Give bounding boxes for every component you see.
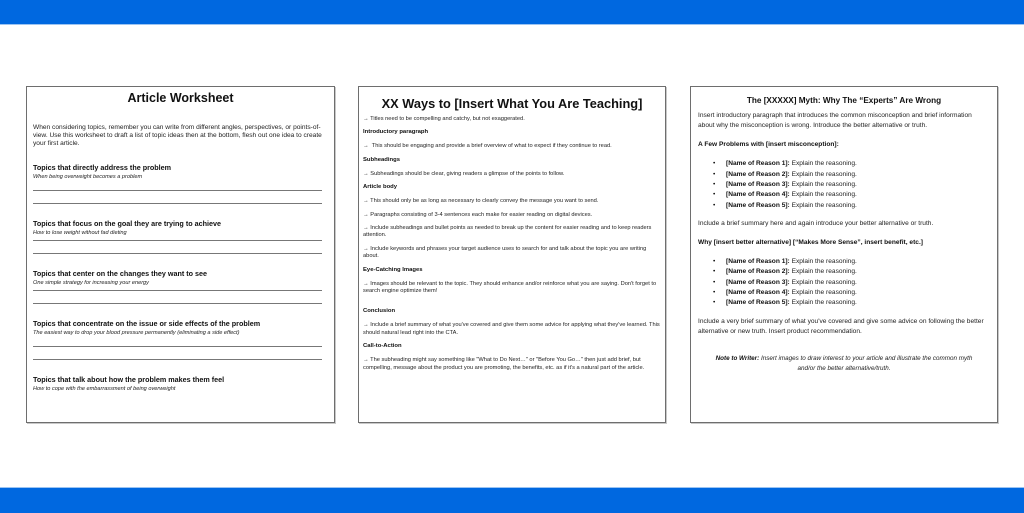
worksheet-section — [33, 163, 328, 204]
section-heading: Topics that concentrate on the issue or side effects of the problem — [33, 318, 261, 328]
note-to-writer: Note to Writer: Insert images to draw interest to your article and illustrate the common myth and/or the better alternative/truth. — [715, 354, 973, 372]
worksheet-section — [33, 375, 328, 393]
answer-line[interactable] — [33, 240, 322, 241]
myth-intro: Insert introductory paragraph that introduces the common misconception and brief information about why the misconception is wrong. Introduce the better alternative or truth. — [698, 112, 972, 130]
list-item: • [Name of Reason 4]: Explain the reasoning. — [713, 190, 990, 200]
section-heading: Introductory paragraph — [363, 129, 429, 136]
section-heading: Topics that center on the changes they want to see — [33, 268, 207, 278]
list-item: • [Name of Reason 5]: Explain the reasoning. — [713, 201, 990, 211]
arrow-icon: → — [363, 170, 369, 177]
arrow-icon: → — [363, 280, 369, 287]
worksheet-section — [33, 219, 328, 254]
answer-line[interactable] — [33, 303, 322, 304]
section-example: How to cope with the embarrassment of being overweight — [33, 385, 176, 392]
myth-title: The [XXXXX] Myth: Why The “Experts” Are Wrong — [746, 96, 942, 105]
ways-title: XX Ways to [Insert What You Are Teaching] — [381, 96, 643, 111]
section-heading: Article body — [363, 184, 398, 191]
tip: → Include a brief summary of what you've covered and give them some advice for applying what they've learned. This should natural lead right into the CTA. — [363, 322, 660, 336]
problems-heading: A Few Problems with [insert misconception]: — [698, 141, 839, 149]
why-heading: Why [insert better alternative] [“Makes More Sense”, insert benefit, etc.] — [698, 239, 923, 247]
title-tip: → Titles need to be compelling and catchy, but not exaggerated. — [363, 116, 525, 122]
answer-line[interactable] — [33, 359, 322, 360]
worksheet-title: Article Worksheet — [127, 91, 234, 105]
tip: → Images should be relevant to the topic. They should enhance and/or reinforce what you are saying. Don't forget to search engine optimize them! — [363, 280, 657, 295]
list-item: • [Name of Reason 1]: Explain the reasoning. — [713, 159, 990, 169]
tip: → This should only be as long as necessary to clearly convey the message you want to send. — [363, 198, 599, 205]
reasons-list — [698, 257, 990, 308]
section-example: How to lose weight without fad dieting — [33, 229, 127, 236]
tip: → This should be engaging and provide a brief overview of what to expect if they continue to read. — [363, 143, 612, 150]
list-article-template-panel — [358, 86, 666, 423]
tip: → Paragraphs consisting of 3-4 sentences each make for easier reading on digital devices. — [363, 211, 593, 218]
arrow-icon: → — [363, 225, 369, 232]
arrow-icon: → — [363, 245, 369, 252]
section-heading: Eye-Catching Images — [363, 266, 423, 273]
list-item: • [Name of Reason 3]: Explain the reasoning. — [713, 278, 990, 288]
arrow-icon: → — [363, 116, 369, 122]
section-example: One simple strategy for increasing your energy — [33, 279, 149, 286]
section-heading: Topics that directly address the problem — [33, 162, 172, 172]
list-item: • [Name of Reason 4]: Explain the reasoning. — [713, 288, 990, 298]
answer-line[interactable] — [33, 203, 322, 204]
list-item: • [Name of Reason 5]: Explain the reasoning. — [713, 298, 990, 308]
list-item: • [Name of Reason 2]: Explain the reasoning. — [713, 267, 990, 277]
summary-text: Include a brief summary here and again introduce your better alternative or truth. — [698, 219, 934, 227]
worksheet-section — [33, 319, 328, 360]
section-heading: Call-to-Action — [363, 343, 402, 350]
myth-article-template-panel — [690, 86, 998, 423]
section-example: When being overweight becomes a problem — [33, 173, 143, 180]
section-example: The easiest way to drop your blood pressure permanently (eliminating a side effect) — [33, 329, 240, 336]
bottom-banner — [0, 487, 1024, 513]
tip: → Include keywords and phrases your target audience uses to search for and talk about the topic you are writing about. — [363, 245, 647, 260]
section-heading: Topics that focus on the goal they are trying to achieve — [33, 218, 221, 228]
arrow-icon: → — [363, 211, 369, 218]
arrow-icon: → — [363, 198, 369, 205]
answer-line[interactable] — [33, 290, 322, 291]
answer-line[interactable] — [33, 253, 322, 254]
section-heading: Topics that talk about how the problem makes them feel — [33, 374, 225, 384]
list-item: • [Name of Reason 3]: Explain the reasoning. — [713, 180, 990, 190]
tip: → Subheadings should be clear, giving readers a glimpse of the points to follow. — [363, 170, 565, 177]
arrow-icon: → — [363, 322, 369, 329]
section-heading: Subheadings — [363, 156, 400, 163]
problems-list — [698, 159, 990, 210]
closing-text: Include a very brief summary of what you've covered and give some advice on following the better alternative or new truth. Insert product recommendation. — [698, 317, 984, 335]
answer-line[interactable] — [33, 346, 322, 347]
arrow-icon: → — [363, 143, 369, 150]
tip: → The subheading might say something like "What to Do Next…" or "Before You Go…" then just add brief, but compelling, message about the product you are promoting, the benefits, etc. as if it's a natural part of the article. — [363, 357, 645, 371]
list-item: • [Name of Reason 1]: Explain the reasoning. — [713, 257, 990, 267]
top-banner — [0, 0, 1024, 25]
section-heading: Conclusion — [363, 308, 396, 315]
list-item: • [Name of Reason 2]: Explain the reasoning. — [713, 170, 990, 180]
article-worksheet-panel — [26, 86, 335, 423]
arrow-icon: → — [363, 357, 369, 364]
worksheet-intro: When considering topics, remember you can write from different angles, perspectives, or points-of-view. Use this worksheet to draft a list of topic ideas then at the bottom, flesh out one idea to create your first article. — [33, 124, 322, 148]
tip: → Include subheadings and bullet points as needed to break up the content for easier reading and to keep readers attention. — [363, 225, 652, 239]
worksheet-section — [33, 269, 328, 304]
answer-line[interactable] — [33, 190, 322, 191]
